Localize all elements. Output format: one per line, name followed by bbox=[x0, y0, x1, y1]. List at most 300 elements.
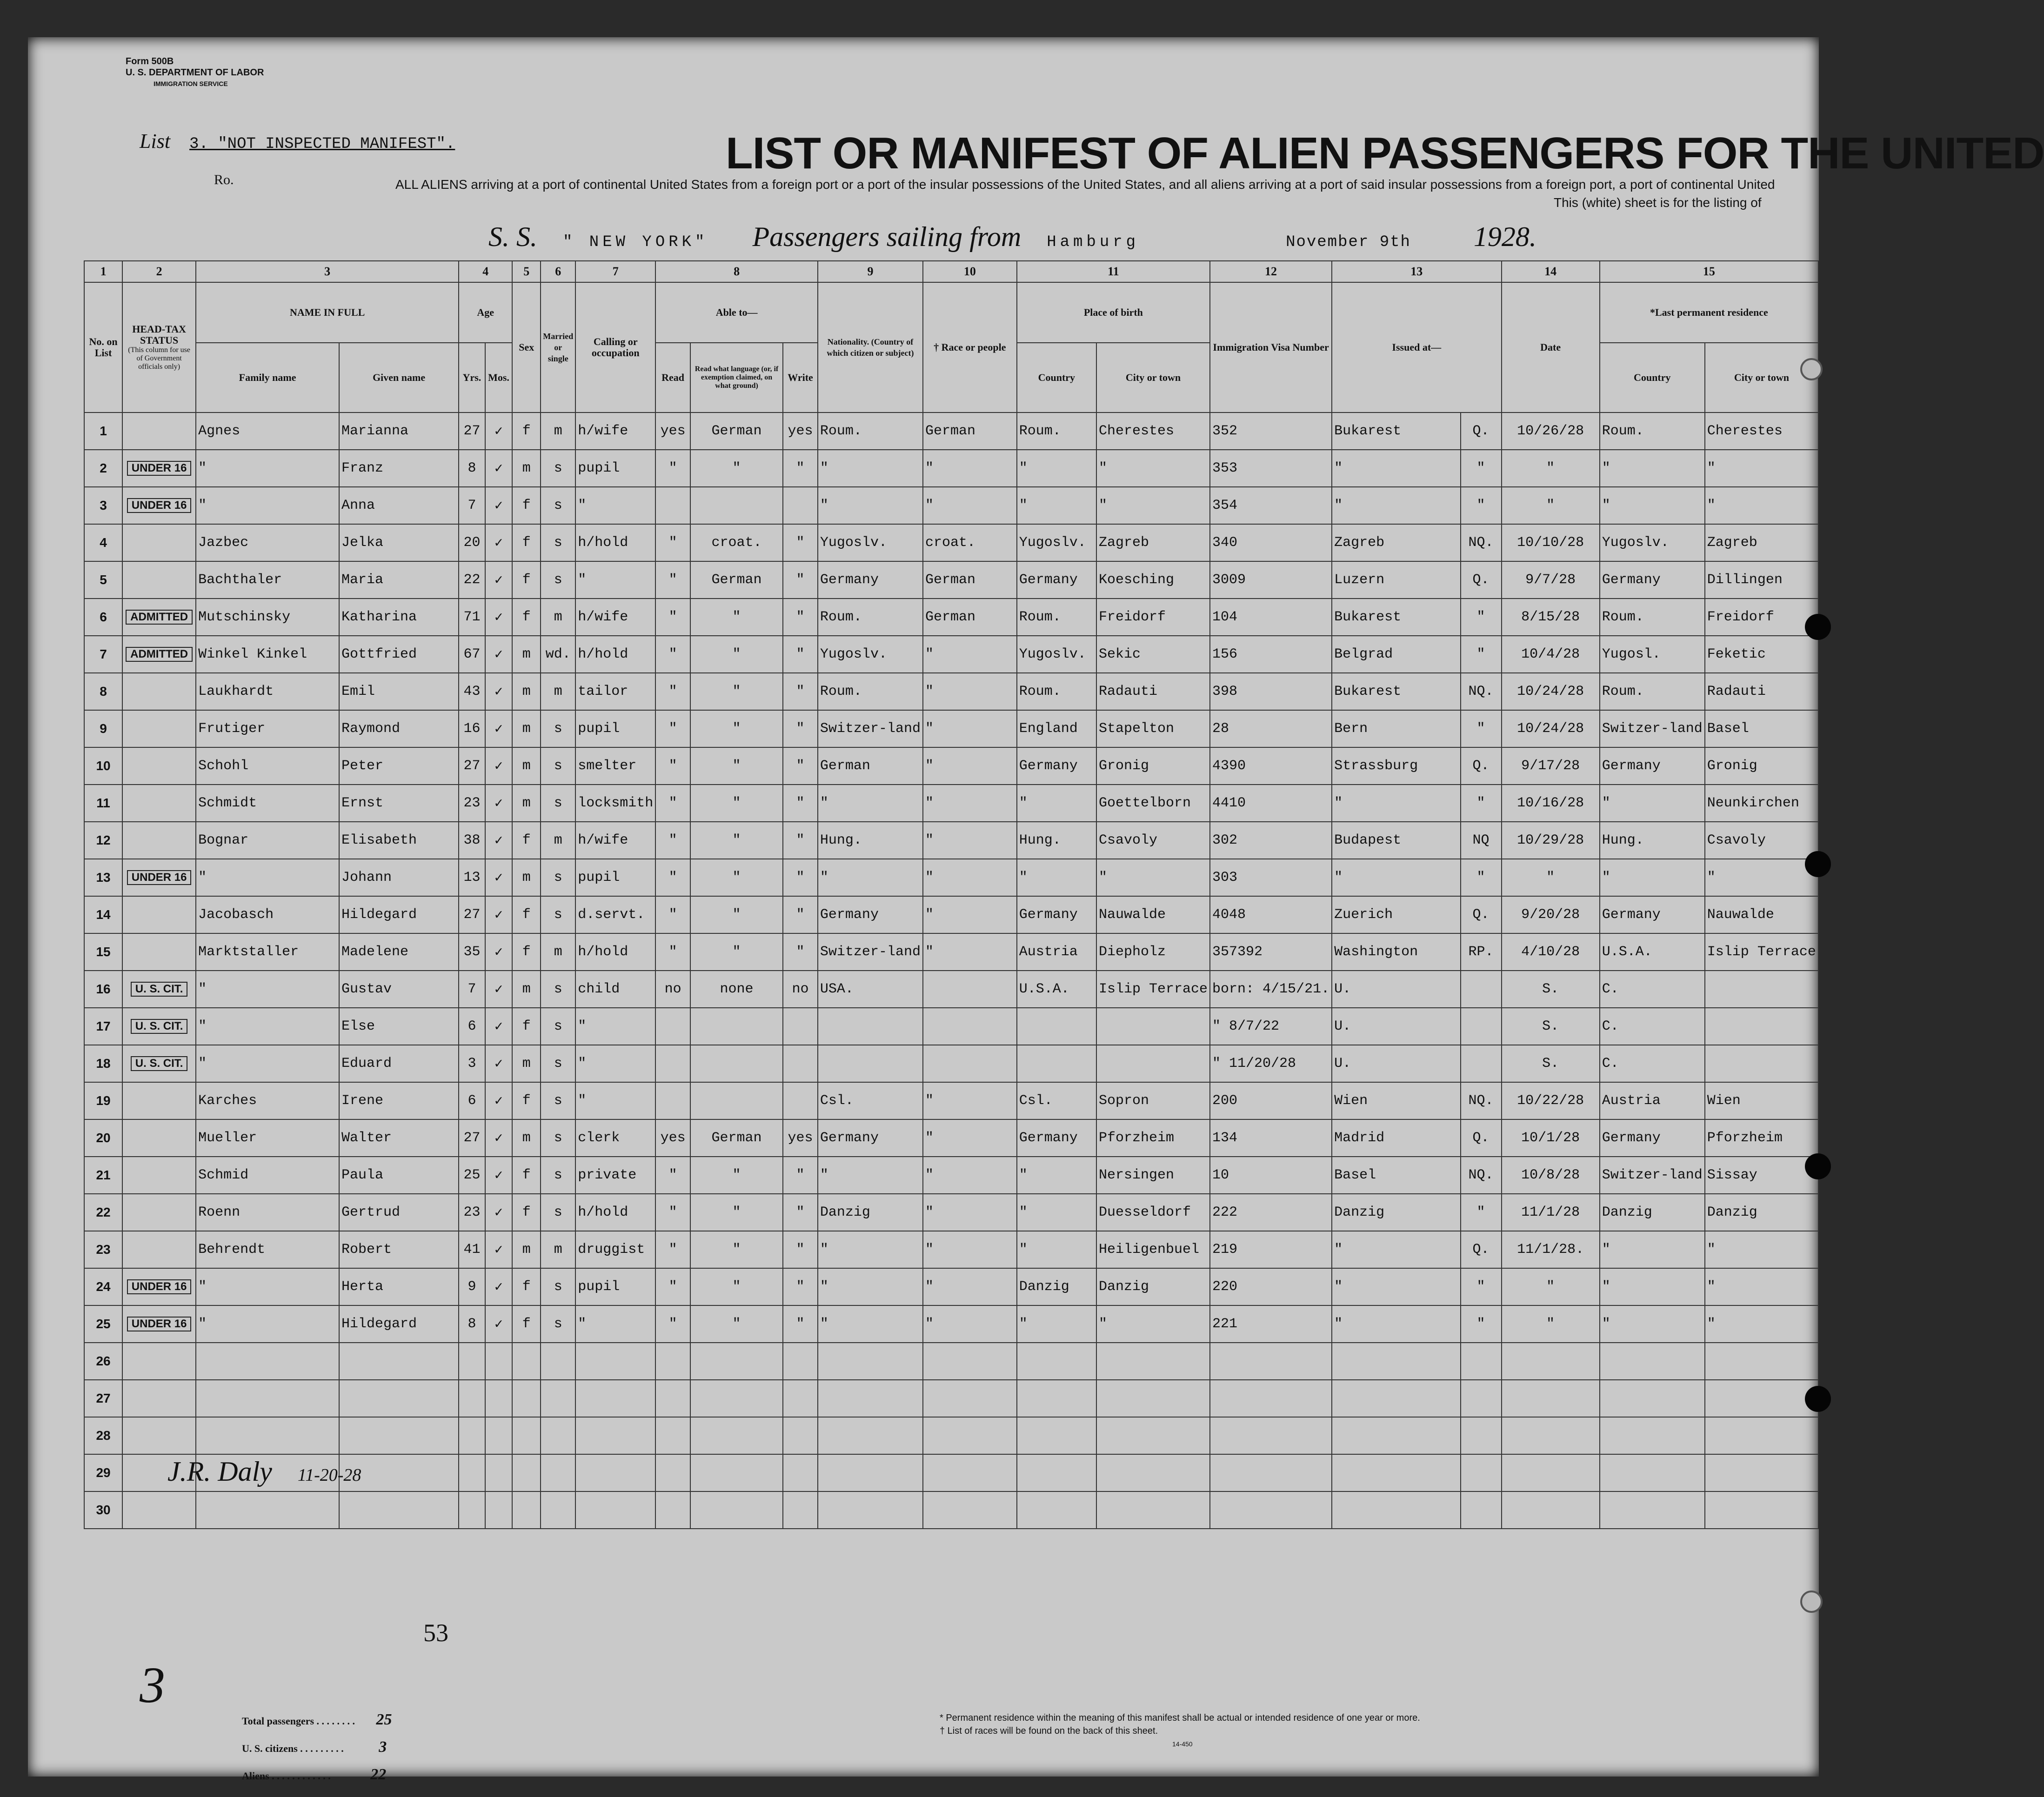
table-row bbox=[84, 822, 1818, 859]
cell-given: Maria bbox=[339, 561, 459, 599]
cell-nat: Csl. bbox=[818, 1082, 923, 1119]
cell-race bbox=[923, 1380, 1017, 1417]
binder-ring bbox=[1800, 1591, 1823, 1613]
table-row bbox=[84, 1194, 1818, 1231]
cell-occ: locksmith bbox=[575, 785, 655, 822]
write-header: Write bbox=[783, 343, 818, 413]
subtitle: ALL ALIENS arriving at a port of continental United States from a foreign port or a port of the insular possessions of the United States, and all aliens arriving at a port of said insular possessions from a foreign port, a port of continental United bbox=[395, 177, 1775, 192]
head-tax-stamp: UNDER 16 bbox=[127, 870, 192, 885]
cell-bcity: Duesseldorf bbox=[1096, 1194, 1210, 1231]
cell-rcity bbox=[1705, 1417, 1818, 1454]
cell-rcountry: " bbox=[1600, 450, 1705, 487]
date-header: Date bbox=[1502, 282, 1600, 413]
cell-vdate: S. bbox=[1502, 971, 1600, 1008]
cell-issued: " bbox=[1332, 859, 1461, 896]
cell-occ bbox=[575, 1343, 655, 1380]
cell-bcountry: Yugoslv. bbox=[1017, 636, 1096, 673]
table-row bbox=[84, 1268, 1818, 1305]
cell-vdate bbox=[1502, 1491, 1600, 1529]
table-row bbox=[84, 1491, 1818, 1529]
cell-occ: pupil bbox=[575, 1268, 655, 1305]
cell-race: " bbox=[923, 673, 1017, 710]
cell-bcountry: " bbox=[1017, 487, 1096, 524]
cell-write: " bbox=[783, 599, 818, 636]
cell-sex bbox=[512, 1454, 541, 1491]
read-header: Read bbox=[655, 343, 690, 413]
departure-port: Hamburg bbox=[1047, 233, 1140, 251]
cell-family bbox=[196, 1343, 339, 1380]
cell-race: German bbox=[923, 599, 1017, 636]
cell-ms: s bbox=[541, 1082, 575, 1119]
cell-bcity: Goettelborn bbox=[1096, 785, 1210, 822]
table-row bbox=[84, 1045, 1818, 1082]
cell-bcity bbox=[1096, 1417, 1210, 1454]
cell-occ: h/hold bbox=[575, 1194, 655, 1231]
cell-vdate: 10/8/28 bbox=[1502, 1157, 1600, 1194]
cell-occ: smelter bbox=[575, 747, 655, 785]
cell-bcity: " bbox=[1096, 1305, 1210, 1343]
cell-ms: m bbox=[541, 822, 575, 859]
cell-sex: f bbox=[512, 561, 541, 599]
cell-issued: Basel bbox=[1332, 1157, 1461, 1194]
cell-occ: h/hold bbox=[575, 636, 655, 673]
cell-bcity: " bbox=[1096, 450, 1210, 487]
table-row bbox=[84, 785, 1818, 822]
cell-family: Schohl bbox=[196, 747, 339, 785]
list-value: 3. "NOT INSPECTED MANIFEST". bbox=[189, 135, 455, 153]
cell-given: Gustav bbox=[339, 971, 459, 1008]
cell-vdate: S. bbox=[1502, 1008, 1600, 1045]
cell-iq: Q. bbox=[1461, 1231, 1502, 1268]
cell-sex bbox=[512, 1491, 541, 1529]
cell-visa: 200 bbox=[1210, 1082, 1332, 1119]
cell-issued: " bbox=[1332, 1231, 1461, 1268]
cell-lang: " bbox=[690, 710, 783, 747]
cell-yrs bbox=[459, 1380, 485, 1417]
table-row bbox=[84, 747, 1818, 785]
cell-lang bbox=[690, 1082, 783, 1119]
cell-issued: Belgrad bbox=[1332, 636, 1461, 673]
cell-ms: m bbox=[541, 673, 575, 710]
cell-bcountry bbox=[1017, 1343, 1096, 1380]
cell-tax bbox=[122, 1008, 196, 1045]
cell-nat: Switzer-land bbox=[818, 710, 923, 747]
cell-issued bbox=[1332, 1380, 1461, 1417]
cell-race: " bbox=[923, 1194, 1017, 1231]
cell-vdate: " bbox=[1502, 1268, 1600, 1305]
cell-sex: f bbox=[512, 1008, 541, 1045]
cell-ms: s bbox=[541, 1119, 575, 1157]
cell-sex: m bbox=[512, 636, 541, 673]
cell-yrs bbox=[459, 1417, 485, 1454]
cell-tax bbox=[122, 1305, 196, 1343]
cell-occ: druggist bbox=[575, 1231, 655, 1268]
cell-bcity: Csavoly bbox=[1096, 822, 1210, 859]
cell-yrs: 20 bbox=[459, 524, 485, 561]
cell-nat: " bbox=[818, 859, 923, 896]
cell-visa: 354 bbox=[1210, 487, 1332, 524]
cell-read: " bbox=[655, 933, 690, 971]
cell-race bbox=[923, 1008, 1017, 1045]
cell-rcountry bbox=[1600, 1343, 1705, 1380]
cell-mos: ✓ bbox=[485, 1231, 513, 1268]
cell-given: Walter bbox=[339, 1119, 459, 1157]
cell-visa: born: 4/15/21. bbox=[1210, 971, 1332, 1008]
cell-visa: 28 bbox=[1210, 710, 1332, 747]
cell-read: " bbox=[655, 1305, 690, 1343]
cell-nat: Roum. bbox=[818, 413, 923, 450]
cell-sex: f bbox=[512, 413, 541, 450]
cell-ms: s bbox=[541, 487, 575, 524]
cell-family: " bbox=[196, 971, 339, 1008]
cell-race: " bbox=[923, 1268, 1017, 1305]
cell-yrs: 27 bbox=[459, 747, 485, 785]
cell-iq bbox=[1461, 1417, 1502, 1454]
cell-family: " bbox=[196, 1305, 339, 1343]
cell-issued: U. bbox=[1332, 971, 1461, 1008]
cell-sex: m bbox=[512, 1045, 541, 1082]
cell-occ: pupil bbox=[575, 450, 655, 487]
cell-given: Hildegard bbox=[339, 896, 459, 933]
birth-country-header: Country bbox=[1017, 343, 1096, 413]
cell-rcity: Sissay bbox=[1705, 1157, 1818, 1194]
cell-given: Franz bbox=[339, 450, 459, 487]
cell-bcity: Gronig bbox=[1096, 747, 1210, 785]
table-row bbox=[84, 524, 1818, 561]
cell-write: " bbox=[783, 561, 818, 599]
cell-rcountry: " bbox=[1600, 785, 1705, 822]
col-num-3: 3 bbox=[196, 261, 459, 282]
col-num-7: 7 bbox=[575, 261, 655, 282]
totals bbox=[242, 1707, 392, 1789]
cell-occ bbox=[575, 1454, 655, 1491]
cell-tax bbox=[122, 1231, 196, 1268]
cell-ms bbox=[541, 1454, 575, 1491]
cell-given: Anna bbox=[339, 487, 459, 524]
cell-iq: " bbox=[1461, 636, 1502, 673]
cell-nat: Roum. bbox=[818, 673, 923, 710]
cell-no: 4 bbox=[84, 524, 122, 561]
cell-rcity: Gronig bbox=[1705, 747, 1818, 785]
cell-given bbox=[339, 1343, 459, 1380]
cell-occ: " bbox=[575, 1008, 655, 1045]
service-name: IMMIGRATION SERVICE bbox=[154, 80, 228, 87]
cell-lang: " bbox=[690, 896, 783, 933]
cell-bcity: Zagreb bbox=[1096, 524, 1210, 561]
cell-vdate: " bbox=[1502, 450, 1600, 487]
cell-race: " bbox=[923, 1157, 1017, 1194]
cell-mos bbox=[485, 1343, 513, 1380]
cell-mos: ✓ bbox=[485, 822, 513, 859]
cell-read bbox=[655, 487, 690, 524]
cell-sex: f bbox=[512, 524, 541, 561]
cell-given: Emil bbox=[339, 673, 459, 710]
cell-rcountry: Roum. bbox=[1600, 413, 1705, 450]
cell-rcity: Feketic bbox=[1705, 636, 1818, 673]
cell-race: " bbox=[923, 1305, 1017, 1343]
cell-bcountry: " bbox=[1017, 1231, 1096, 1268]
cell-vdate: 10/4/28 bbox=[1502, 636, 1600, 673]
manifest-page bbox=[28, 37, 2044, 1783]
cell-bcountry: Germany bbox=[1017, 896, 1096, 933]
cell-nat: Roum. bbox=[818, 599, 923, 636]
cell-yrs: 8 bbox=[459, 1305, 485, 1343]
cell-write: " bbox=[783, 896, 818, 933]
sailing-date: November 9th bbox=[1286, 233, 1411, 251]
cell-rcountry: Hung. bbox=[1600, 822, 1705, 859]
cell-tax bbox=[122, 1491, 196, 1529]
col-num-10: 10 bbox=[923, 261, 1017, 282]
cell-vdate: 9/17/28 bbox=[1502, 747, 1600, 785]
col-num-12: 12 bbox=[1210, 261, 1332, 282]
cell-tax bbox=[122, 636, 196, 673]
cell-given: Gertrud bbox=[339, 1194, 459, 1231]
cell-family: Marktstaller bbox=[196, 933, 339, 971]
cell-issued: Zagreb bbox=[1332, 524, 1461, 561]
cell-read bbox=[655, 1045, 690, 1082]
cell-bcountry: Germany bbox=[1017, 561, 1096, 599]
cell-vdate: 10/24/28 bbox=[1502, 710, 1600, 747]
cell-ms: s bbox=[541, 1045, 575, 1082]
cell-race bbox=[923, 971, 1017, 1008]
cell-mos bbox=[485, 1454, 513, 1491]
cell-rcountry: Germany bbox=[1600, 896, 1705, 933]
table-row bbox=[84, 1008, 1818, 1045]
cell-ms: s bbox=[541, 1305, 575, 1343]
cell-yrs bbox=[459, 1343, 485, 1380]
cell-bcity: Freidorf bbox=[1096, 599, 1210, 636]
cell-rcity bbox=[1705, 1045, 1818, 1082]
form-number: Form 500B bbox=[126, 56, 174, 67]
cell-given: Robert bbox=[339, 1231, 459, 1268]
cell-bcity: Danzig bbox=[1096, 1268, 1210, 1305]
inspector-signature bbox=[167, 1456, 361, 1488]
cell-issued bbox=[1332, 1343, 1461, 1380]
cell-rcity bbox=[1705, 1491, 1818, 1529]
cell-vdate bbox=[1502, 1454, 1600, 1491]
cell-race: " bbox=[923, 859, 1017, 896]
cell-tax bbox=[122, 822, 196, 859]
cell-occ: h/hold bbox=[575, 524, 655, 561]
cell-visa bbox=[1210, 1343, 1332, 1380]
cell-nat: German bbox=[818, 747, 923, 785]
cell-occ: h/wife bbox=[575, 822, 655, 859]
cell-write: " bbox=[783, 1268, 818, 1305]
cell-issued: " bbox=[1332, 1305, 1461, 1343]
cell-vdate: 10/1/28 bbox=[1502, 1119, 1600, 1157]
head-tax-stamp: U. S. CIT. bbox=[131, 1019, 188, 1034]
cell-read bbox=[655, 1008, 690, 1045]
cell-issued: Danzig bbox=[1332, 1194, 1461, 1231]
col-num-4: 4 bbox=[459, 261, 512, 282]
cell-write bbox=[783, 1380, 818, 1417]
cell-race: " bbox=[923, 450, 1017, 487]
cell-read: yes bbox=[655, 1119, 690, 1157]
cell-issued: " bbox=[1332, 450, 1461, 487]
cell-mos: ✓ bbox=[485, 1008, 513, 1045]
cell-vdate bbox=[1502, 1380, 1600, 1417]
cell-lang: " bbox=[690, 599, 783, 636]
cell-yrs: 41 bbox=[459, 1231, 485, 1268]
cell-given: Elisabeth bbox=[339, 822, 459, 859]
cell-family bbox=[196, 1380, 339, 1417]
department-name: U. S. DEPARTMENT OF LABOR bbox=[126, 67, 264, 78]
mos-header: Mos. bbox=[485, 343, 513, 413]
punch-hole bbox=[1805, 851, 1831, 877]
cell-read: no bbox=[655, 971, 690, 1008]
issued-header: Issued at— bbox=[1332, 282, 1501, 413]
cell-rcountry: Roum. bbox=[1600, 599, 1705, 636]
table-row bbox=[84, 859, 1818, 896]
cell-lang bbox=[690, 1380, 783, 1417]
cell-iq: NQ bbox=[1461, 822, 1502, 859]
cell-lang: " bbox=[690, 636, 783, 673]
punch-hole bbox=[1805, 614, 1831, 640]
cell-no: 5 bbox=[84, 561, 122, 599]
cell-rcountry: Austria bbox=[1600, 1082, 1705, 1119]
cell-bcity bbox=[1096, 1045, 1210, 1082]
cell-rcity: Freidorf bbox=[1705, 599, 1818, 636]
cell-ms: s bbox=[541, 785, 575, 822]
cell-issued: Washington bbox=[1332, 933, 1461, 971]
cell-mos: ✓ bbox=[485, 1268, 513, 1305]
cell-write bbox=[783, 1491, 818, 1529]
cell-yrs: 13 bbox=[459, 859, 485, 896]
cell-lang: " bbox=[690, 450, 783, 487]
cell-rcountry bbox=[1600, 1417, 1705, 1454]
cell-iq: Q. bbox=[1461, 747, 1502, 785]
cell-family: Winkel Kinkel bbox=[196, 636, 339, 673]
cell-tax bbox=[122, 1268, 196, 1305]
cell-yrs: 7 bbox=[459, 971, 485, 1008]
binder-ring bbox=[1800, 358, 1823, 380]
cell-rcity: " bbox=[1705, 1231, 1818, 1268]
cell-sex: m bbox=[512, 1119, 541, 1157]
cell-family: Mueller bbox=[196, 1119, 339, 1157]
signature-date: 11-20-28 bbox=[297, 1465, 361, 1485]
cell-iq: " bbox=[1461, 1194, 1502, 1231]
cell-occ: pupil bbox=[575, 859, 655, 896]
cell-bcity: Cherestes bbox=[1096, 413, 1210, 450]
cell-bcountry: Austria bbox=[1017, 933, 1096, 971]
cell-race: " bbox=[923, 822, 1017, 859]
cell-yrs: 6 bbox=[459, 1008, 485, 1045]
cell-read: " bbox=[655, 673, 690, 710]
cell-visa: 104 bbox=[1210, 599, 1332, 636]
cell-rcountry bbox=[1600, 1380, 1705, 1417]
cell-bcountry: " bbox=[1017, 1305, 1096, 1343]
cell-nat bbox=[818, 1417, 923, 1454]
cell-iq bbox=[1461, 971, 1502, 1008]
able-to-header: Able to— bbox=[655, 282, 818, 343]
cell-race: " bbox=[923, 747, 1017, 785]
cell-sex: m bbox=[512, 747, 541, 785]
cell-tax bbox=[122, 673, 196, 710]
cell-mos: ✓ bbox=[485, 896, 513, 933]
cell-bcountry: " bbox=[1017, 785, 1096, 822]
cell-mos: ✓ bbox=[485, 1119, 513, 1157]
cell-nat: " bbox=[818, 1231, 923, 1268]
subtitle-sheet-note: This (white) sheet is for the listing of bbox=[1554, 195, 1762, 210]
table-row bbox=[84, 971, 1818, 1008]
cell-yrs: 23 bbox=[459, 1194, 485, 1231]
cell-given bbox=[339, 1491, 459, 1529]
table-row bbox=[84, 1343, 1818, 1380]
cell-tax bbox=[122, 561, 196, 599]
cell-bcountry bbox=[1017, 1045, 1096, 1082]
family-name-header: Family name bbox=[196, 343, 339, 413]
cell-occ: child bbox=[575, 971, 655, 1008]
cell-given: Herta bbox=[339, 1268, 459, 1305]
given-name-header: Given name bbox=[339, 343, 459, 413]
cell-ms bbox=[541, 1491, 575, 1529]
cell-bcountry: Csl. bbox=[1017, 1082, 1096, 1119]
cell-bcountry: Germany bbox=[1017, 1119, 1096, 1157]
cell-lang: " bbox=[690, 1305, 783, 1343]
cell-read: " bbox=[655, 524, 690, 561]
col-num-1: 1 bbox=[84, 261, 122, 282]
cell-given: Jelka bbox=[339, 524, 459, 561]
cell-no: 14 bbox=[84, 896, 122, 933]
cell-family: " bbox=[196, 1268, 339, 1305]
cell-bcountry bbox=[1017, 1380, 1096, 1417]
cell-rcountry: C. bbox=[1600, 1045, 1705, 1082]
cell-visa: 353 bbox=[1210, 450, 1332, 487]
cell-bcity: " bbox=[1096, 487, 1210, 524]
cell-occ: " bbox=[575, 561, 655, 599]
cell-given bbox=[339, 1380, 459, 1417]
cell-yrs: 71 bbox=[459, 599, 485, 636]
form-header bbox=[126, 56, 264, 89]
cell-yrs: 7 bbox=[459, 487, 485, 524]
cell-iq bbox=[1461, 1491, 1502, 1529]
cell-sex: m bbox=[512, 1231, 541, 1268]
cell-rcountry: Switzer-land bbox=[1600, 710, 1705, 747]
cell-issued: " bbox=[1332, 785, 1461, 822]
cell-tax bbox=[122, 933, 196, 971]
cell-visa: 156 bbox=[1210, 636, 1332, 673]
cell-nat bbox=[818, 1008, 923, 1045]
cell-iq bbox=[1461, 1343, 1502, 1380]
cell-ms: s bbox=[541, 561, 575, 599]
cell-mos: ✓ bbox=[485, 1194, 513, 1231]
table-row bbox=[84, 487, 1818, 524]
cell-occ: h/wife bbox=[575, 599, 655, 636]
cell-rcity: Wien bbox=[1705, 1082, 1818, 1119]
cell-ms: s bbox=[541, 859, 575, 896]
cell-bcountry: Roum. bbox=[1017, 413, 1096, 450]
cell-yrs: 22 bbox=[459, 561, 485, 599]
cell-write: " bbox=[783, 673, 818, 710]
cell-vdate: 9/7/28 bbox=[1502, 561, 1600, 599]
cell-nat: Germany bbox=[818, 1119, 923, 1157]
cell-given: Else bbox=[339, 1008, 459, 1045]
cell-iq: " bbox=[1461, 450, 1502, 487]
cell-issued: Budapest bbox=[1332, 822, 1461, 859]
cell-vdate: 4/10/28 bbox=[1502, 933, 1600, 971]
cell-visa bbox=[1210, 1380, 1332, 1417]
cell-yrs bbox=[459, 1454, 485, 1491]
cell-lang bbox=[690, 1343, 783, 1380]
cell-bcountry bbox=[1017, 1417, 1096, 1454]
table-row bbox=[84, 413, 1818, 450]
cell-ms: s bbox=[541, 971, 575, 1008]
cell-yrs: 6 bbox=[459, 1082, 485, 1119]
cell-tax bbox=[122, 859, 196, 896]
cell-iq bbox=[1461, 1045, 1502, 1082]
cell-nat: " bbox=[818, 1157, 923, 1194]
cell-visa: " 11/20/28 bbox=[1210, 1045, 1332, 1082]
